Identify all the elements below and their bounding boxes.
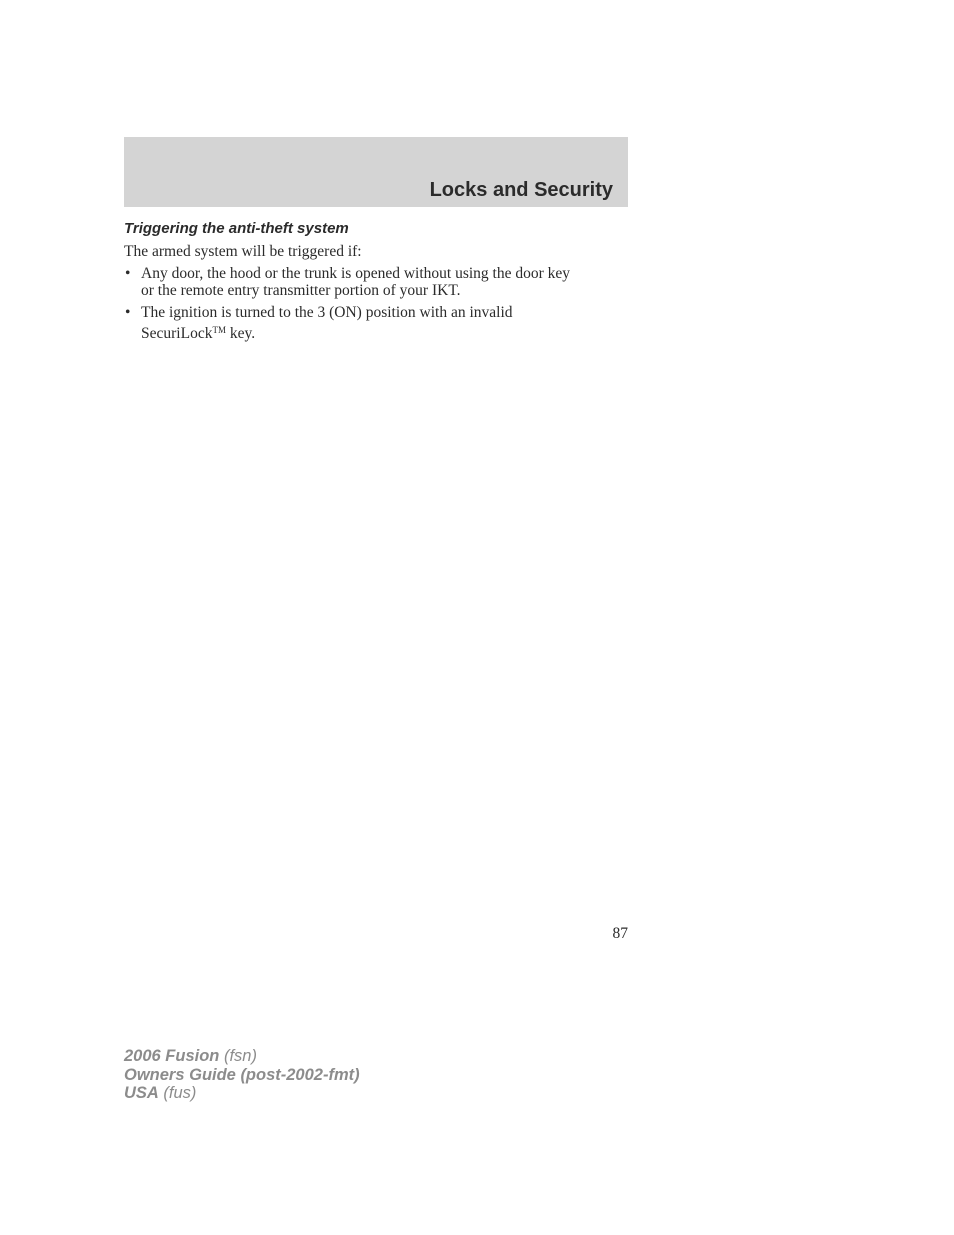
list-item-line	[141, 322, 628, 343]
list-item	[124, 266, 628, 299]
document-footer	[124, 1047, 360, 1103]
subheading: Triggering the anti-theft system	[124, 220, 349, 237]
list-item-line: The ignition is turned to the 3 (ON) position with an invalid	[141, 304, 513, 321]
footer-market-code: (fus)	[158, 1084, 197, 1102]
list-item-line: Any door, the hood or the trunk is opened without using the door key	[141, 265, 571, 282]
brand-name: SecuriLock	[141, 324, 213, 342]
list-item-line: or the remote entry transmitter portion of your IKT.	[141, 281, 461, 299]
bullet-icon: •	[125, 304, 131, 321]
trigger-conditions-list	[124, 266, 628, 348]
footer-line	[124, 1047, 360, 1066]
footer-guide-title: Owners Guide (post-2002-fmt)	[124, 1065, 360, 1084]
section-title: Locks and Security	[429, 179, 613, 201]
bullet-icon: •	[125, 265, 131, 282]
section-header-band	[124, 137, 628, 207]
list-item-text: key.	[225, 324, 256, 342]
footer-market: USA	[124, 1084, 159, 1102]
footer-line	[124, 1084, 360, 1103]
intro-text: The armed system will be triggered if:	[124, 243, 362, 260]
footer-model: 2006 Fusion	[124, 1047, 220, 1065]
trademark-mark: TM	[212, 324, 226, 335]
page-number: 87	[612, 925, 628, 942]
list-item	[124, 305, 628, 342]
footer-model-code: (fsn)	[219, 1047, 257, 1065]
